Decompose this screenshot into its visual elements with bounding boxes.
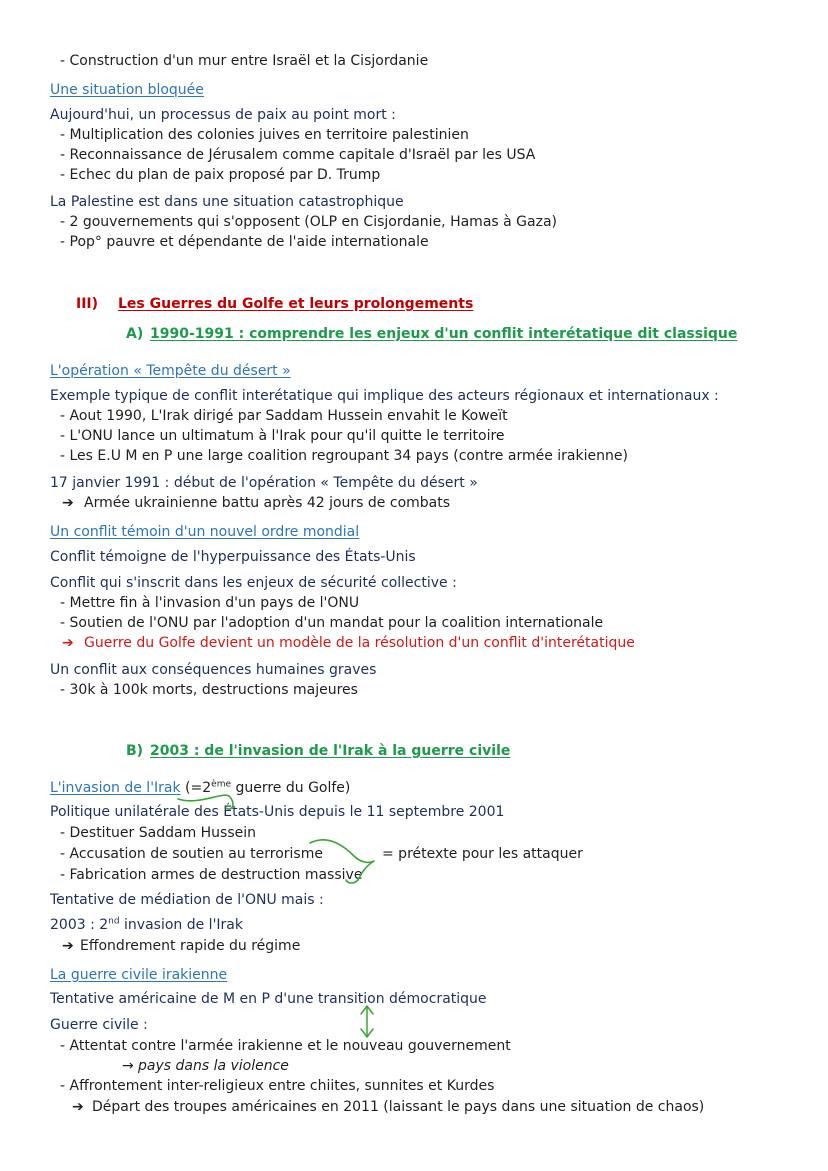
line-mediation-onu: Tentative de médiation de l'ONU mais : (50, 892, 324, 908)
line-armee-battue: Armée ukrainienne battu après 42 jours de combats (84, 495, 451, 511)
section-a-number: A) (126, 326, 144, 342)
note-pretexte: = prétexte pour les attaquer (382, 846, 583, 862)
section-a-title: 1990-1991 : comprendre les enjeux d'un conflit interétatique dit classique (150, 326, 738, 342)
bullet-terrorisme: - Accusation de soutien au terrorisme (60, 846, 323, 862)
bullet-affrontement: - Affrontement inter-religieux entre chiites, sunnites et Kurdes (60, 1078, 495, 1094)
green-double-arrow-mark (361, 1006, 373, 1037)
line-modele-resolution: Guerre du Golfe devient un modèle de la résolution d'un conflit d'interétatique (84, 635, 635, 651)
section-b-title: 2003 : de l'invasion de l'Irak à la guerre civile (150, 743, 511, 759)
arrow-icon: ➔ (62, 495, 74, 511)
line-invasion-irak: L'invasion de l'Irak (=2ème guerre du Golfe) (50, 779, 351, 796)
line-palestine-catastrophique: La Palestine est dans une situation catastrophique (50, 194, 404, 210)
line-exemple-conflit: Exemple typique de conflit interétatique qui implique des acteurs régionaux et internationaux : (50, 388, 719, 404)
line-consequences-humaines: Un conflit aux conséquences humaines graves (50, 662, 377, 678)
bullet-soutien-onu: - Soutien de l'ONU par l'adoption d'un mandat pour la coalition internationale (60, 615, 604, 631)
bullet-coalition: - Les E.U M en P une large coalition regroupant 34 pays (contre armée irakienne) (60, 448, 628, 464)
section-iii-title: Les Guerres du Golfe et leurs prolongements (118, 296, 474, 312)
bullet-colonies: - Multiplication des colonies juives en territoire palestinien (60, 127, 469, 143)
arrow-icon: ➔ (62, 938, 74, 954)
line-2003-invasion: 2003 : 2nd invasion de l'Irak (50, 916, 243, 933)
bullet-jerusalem: - Reconnaissance de Jérusalem comme capitale d'Israël par les USA (60, 147, 536, 163)
line-pays-violence: pays dans la violence (138, 1058, 289, 1074)
bullet-morts: - 30k à 100k morts, destructions majeures (60, 682, 358, 698)
bullet-armes-destruction: - Fabrication armes de destruction massive (60, 867, 363, 883)
heading-guerre-civile: La guerre civile irakienne (50, 967, 228, 983)
bullet-population-pauvre: - Pop° pauvre et dépendante de l'aide internationale (60, 234, 429, 250)
bullet-deux-gouvernements: - 2 gouvernements qui s'opposent (OLP en Cisjordanie, Hamas à Gaza) (60, 214, 557, 230)
section-iii-number: III) (76, 296, 99, 312)
line-depart-troupes: Départ des troupes américaines en 2011 (laissant le pays dans une situation de chaos) (92, 1099, 705, 1115)
arrow-icon: ➔ (62, 635, 74, 651)
line-securite-collective: Conflit qui s'inscrit dans les enjeux de sécurité collective : (50, 575, 457, 591)
bullet-destituer: - Destituer Saddam Hussein (60, 825, 257, 841)
line-transition-democratique: Tentative américaine de M en P d'une transition démocratique (50, 991, 487, 1007)
line-effondrement: Effondrement rapide du régime (80, 938, 301, 954)
bullet-fin-invasion: - Mettre fin à l'invasion d'un pays de l'ONU (60, 595, 360, 611)
line-guerre-civile: Guerre civile : (50, 1017, 148, 1033)
line-hyperpuissance: Conflit témoigne de l'hyperpuissance des États-Unis (50, 549, 416, 565)
heading-situation-bloquee: Une situation bloquée (50, 82, 204, 98)
line-17-janvier: 17 janvier 1991 : début de l'opération « Tempête du désert » (50, 475, 478, 491)
arrow-icon: ➔ (72, 1099, 84, 1115)
heading-nouvel-ordre: Un conflit témoin d'un nouvel ordre mondial (50, 524, 360, 540)
heading-invasion-irak: L'invasion de l'Irak (50, 780, 181, 796)
bullet-aout-1990: - Aout 1990, L'Irak dirigé par Saddam Hussein envahit le Koweït (60, 408, 508, 424)
bullet-wall: - Construction d'un mur entre Israël et la Cisjordanie (60, 53, 429, 69)
section-b-number: B) (126, 743, 144, 759)
line-politique-unilaterale: Politique unilatérale des États-Unis depuis le 11 septembre 2001 (50, 804, 505, 820)
bullet-plan-trump: - Echec du plan de paix proposé par D. Trump (60, 167, 381, 183)
arrow-thin-icon: → (122, 1058, 134, 1074)
line-processus-paix: Aujourd'hui, un processus de paix au point mort : (50, 107, 396, 123)
heading-tempete-desert: L'opération « Tempête du désert » (50, 363, 291, 379)
bullet-ultimatum: - L'ONU lance un ultimatum à l'Irak pour qu'il quitte le territoire (60, 428, 505, 444)
bullet-attentat: - Attentat contre l'armée irakienne et le nouveau gouvernement (60, 1038, 511, 1054)
